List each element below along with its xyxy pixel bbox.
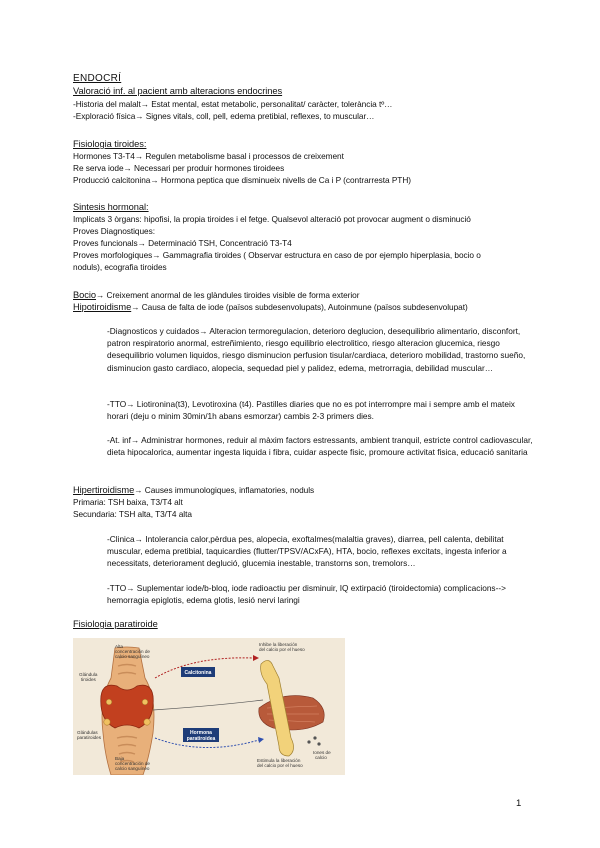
page-number: 1	[516, 798, 522, 809]
section-heading-paratiroide: Fisiologia paratiroide	[73, 619, 158, 629]
hipotiroidisme-text: → Causa de falta de iode (països subdesenvolupats), Autoinmune (països subdesenvolupat)	[131, 302, 468, 312]
fisiologia-tiroides-line: Producció calcitonina→ Hormona peptica que disminueix nivells de Ca i P (contrarresta PTH)	[73, 175, 411, 185]
hipertiroidisme-text: → Causes immunologiques, inflamatories, noduls	[134, 485, 315, 495]
sintesis-line: Proves funcionals→ Determinació TSH, Concentració T3-T4	[73, 238, 292, 248]
hipertiroidisme-term: Hipertiroidisme	[73, 485, 135, 495]
document-title: ENDOCRÍ	[73, 73, 122, 84]
hipertiroidisme-line	[73, 485, 314, 496]
fisiologia-tiroides-line: Re serva iode→ Necessari per produir hormones tiroidees	[73, 163, 285, 173]
bocio-term: Bocio	[73, 290, 97, 300]
tiroides-label: Glándula	[79, 672, 98, 677]
calcium-ion	[317, 742, 320, 745]
bocio-text: → Creixement anormal de les glàndules tiroides visible de forma exterior	[96, 290, 360, 300]
calcitonin-arrow-head	[253, 655, 259, 661]
hipertiroidisme-tto: -TTO→ Suplementar iode/b-bloq, iode radioactiu per disminuir, IQ extirpació (tiroidectomia) complicacions--> hemorragia epiglotis, edema glotis, lesió nervi laringi	[107, 583, 506, 606]
inhibe-label: Inhibe la liberación	[259, 642, 298, 647]
paratiroide-diagram	[73, 638, 345, 775]
baja-label: concentración de	[115, 761, 150, 766]
section-heading-valoracio: Valoració inf. al pacient amb alteracions endocrines	[73, 86, 283, 96]
baja-label: Baja	[115, 756, 125, 761]
sintesis-line: noduls), ecografia tiroides	[73, 262, 167, 272]
alta-label: concentración de	[115, 649, 150, 654]
sintesis-line: Proves morfologiques→ Gammagrafia tiroides ( Observar estructura en caso de por ejemplo hiperplasia, bocio o	[73, 250, 481, 260]
calcitonina-label: Calcitonina	[184, 670, 212, 676]
parathyroid-gland-illustration	[104, 719, 110, 725]
hipotiroidisme-at-inf: -At. inf→ Administrar hormones, reduir al màxim factors estressants, ambient tranquil, estricte control cadiovascular, dieta hipocalorica, aumentar ingesta liquida i fibra, cuidar aspecte fisic, promoure activitat fisica, educació sanitaria	[107, 435, 533, 458]
inhibe-label: del calcio por el hueso	[259, 647, 305, 652]
hipertiroidisme-clinica: -Clinica→ Intolerancia calor,pèrdua pes, alopecia, exoftalmes(malaltia graves), diarrea, pell calenta, debilitat muscular, edema pretibial, taquicardies (flutter/TPSV/ACxFA), HTA, bocio, reflexes excitats, ingesta inferior a necessitats, deteriorament deglució, glucemia inestable, transtorns son, tremolors…	[107, 534, 507, 569]
tiroides-label: tiroides	[81, 677, 96, 682]
hipotiroidisme-tto: -TTO→ Liotironina(t3), Levotiroxina (t4). Pastilles diaries que no es pot interrompre mai i sempre amb el mateix horari (deju o minim 30min/1h abans esmorzar) cambis 2-3 primers dies.	[107, 399, 515, 422]
valoracio-line: -Historia del malalt→ Estat mental, estat metabolic, personalitat/ caràcter, tolerància tº…	[73, 99, 393, 109]
valoracio-line: -Exploració física→ Signes vitals, coll, pell, edema pretibial, reflexes, to muscular…	[73, 111, 375, 121]
paratiroides-label: paratiroides	[77, 735, 102, 740]
pth-arrow-head	[258, 737, 264, 743]
hipotiroidisme-line	[73, 302, 468, 313]
estimula-label: Estimula la liberación	[257, 758, 301, 763]
alta-label: Alta	[115, 644, 123, 649]
iones-label: calcio	[315, 755, 327, 760]
baja-label: calcio sanguíneo	[115, 766, 150, 771]
muscle-illustration	[259, 696, 324, 730]
section-heading-sintesis: Sintesis hormonal:	[73, 202, 149, 212]
parathyroid-gland-illustration	[144, 719, 150, 725]
sintesis-line: Implicats 3 òrgans: hipofisi, la propia tiroides i el fetge. Qualsevol alteració pot provocar augment o disminució	[73, 214, 471, 224]
cycle-arrow	[153, 700, 263, 710]
sintesis-line: Proves Diagnostiques:	[73, 226, 155, 236]
fisiologia-tiroides-line: Hormones T3-T4→ Regulen metabolisme basal i processos de creixement	[73, 151, 344, 161]
estimula-label: del calcio por el hueso	[257, 763, 303, 768]
hipertiroidisme-primaria: Primaria: TSH baixa, T3/T4 alt	[73, 497, 183, 507]
iones-label: Iones de	[313, 750, 331, 755]
parathyroid-gland-illustration	[142, 699, 148, 705]
hormona-label: Hormona	[190, 730, 212, 736]
paratiroidea-label: paratiroidea	[186, 736, 216, 742]
calcium-ion	[307, 740, 310, 743]
hipotiroidisme-diagnostics: -Diagnosticos y cuidados→ Alteracion termoregulacion, deterioro deglucion, desequilibrio alimentario, disconfort, patron respiratorio anormal, estreñimiento, riesgo equilibrio electrolitico, riesgo alteracion glucemica, riesgo desequilibrio volumen liquidos, riesgo disminucion perfusion tisular/cardiaca, deterioro mobilidad, trastorno sueño, disminucion gasto cardiaco, alopecia, sequedad piel y palidez, edema, metrorragia, debilidad muscular…	[107, 326, 526, 373]
section-heading-fisiologia-tiroides: Fisiologia tiroides:	[73, 139, 147, 149]
parathyroid-gland-illustration	[106, 699, 112, 705]
bocio-line	[73, 290, 359, 301]
paratiroides-label: Glándulas	[77, 730, 98, 735]
hipotiroidisme-term: Hipotiroidisme	[73, 302, 132, 312]
alta-label: calcio sanguíneo	[115, 654, 150, 659]
hipertiroidisme-secundaria: Secundaria: TSH alta, T3/T4 alta	[73, 509, 192, 519]
calcium-ion	[313, 736, 316, 739]
